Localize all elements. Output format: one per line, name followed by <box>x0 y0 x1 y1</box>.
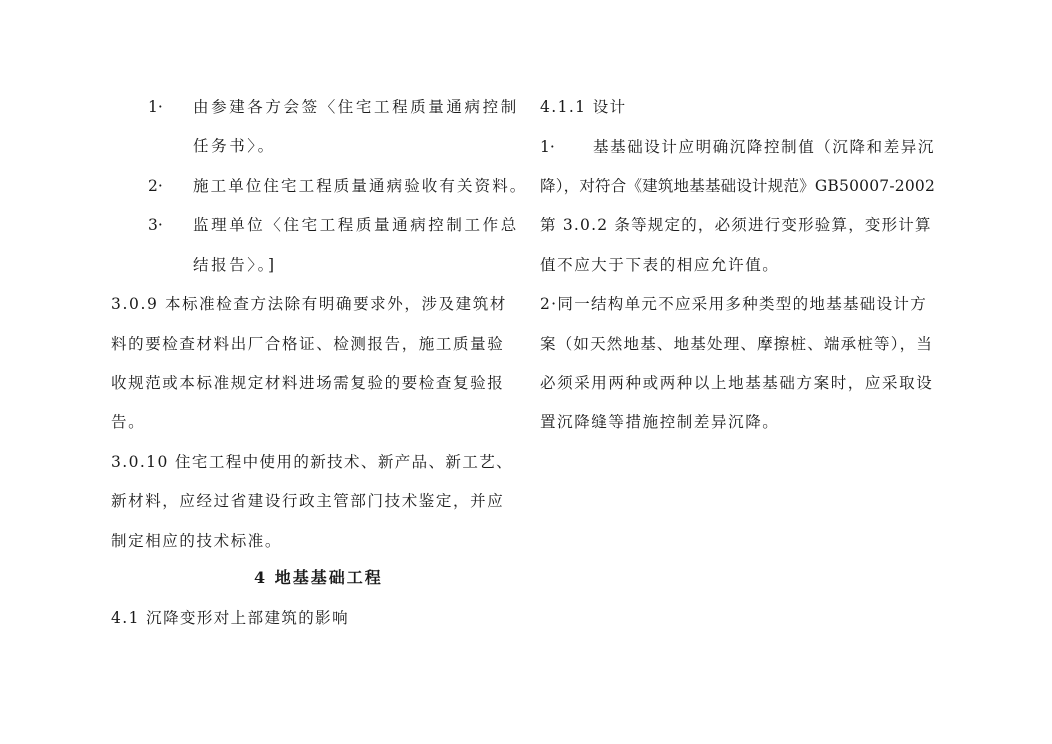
right-item-2-line-1: 2·同一结构单元不应采用多种类型的地基基础设计方 <box>540 295 927 313</box>
clause-3-0-9-line-1: 3.0.9 本标准检查方法除有明确要求外，涉及建筑材 <box>111 295 507 313</box>
section-4-1-heading: 4.1 沉降变形对上部建筑的影响 <box>111 609 349 627</box>
right-item-1-line-1: 基基础设计应明确沉降控制值（沉降和差异沉 <box>593 138 936 156</box>
section-4-1-1-heading: 4.1.1 设计 <box>540 98 627 116</box>
right-item-2-line-2: 案（如天然地基、地基处理、摩擦桩、端承桩等），当 <box>540 335 934 353</box>
item-3-number: 3· <box>148 216 163 234</box>
right-item-2-line-3: 必须采用两种或两种以上地基基础方案时，应采取设 <box>540 374 934 392</box>
right-item-1-line-2: 降），对符合《建筑地基基础设计规范》GB50007-2002 <box>540 177 936 195</box>
right-item-1-line-4: 值不应大于下表的相应允许值。 <box>540 256 780 274</box>
clause-3-0-10-line-1: 3.0.10 住宅工程中使用的新技术、新产品、新工艺、 <box>111 453 514 471</box>
item-1-number: 1· <box>148 98 163 116</box>
right-item-2-line-4: 置沉降缝等措施控制差异沉降。 <box>540 413 780 431</box>
item-2-number: 2· <box>148 177 163 195</box>
clause-3-0-9-line-2: 料的要检查材料出厂合格证、检测报告，施工质量验 <box>111 335 505 353</box>
right-item-1-number: 1· <box>540 138 555 156</box>
right-item-1-line-3: 第 3.0.2 条等规定的，必须进行变形验算，变形计算 <box>540 216 932 234</box>
chapter-heading: 4 地基基础工程 <box>254 568 383 587</box>
clause-3-0-9-line-4: 告。 <box>111 413 146 431</box>
item-1-text-line-1: 由参建各方会签〈住宅工程质量通病控制 <box>193 98 519 116</box>
clause-3-0-10-line-3: 制定相应的技术标准。 <box>111 532 283 550</box>
clause-3-0-9-line-3: 收规范或本标准规定材料进场需复验的要检查复验报 <box>111 374 505 392</box>
item-3-text-line-2: 结报告〉。] <box>193 256 277 274</box>
clause-3-0-10-line-2: 新材料，应经过省建设行政主管部门技术鉴定，并应 <box>111 492 505 510</box>
item-2-text-line-1: 施工单位住宅工程质量通病验收有关资料。 <box>193 177 528 195</box>
item-3-text-line-1: 监理单位〈住宅工程质量通病控制工作总 <box>193 216 519 234</box>
item-1-text-line-2: 任务书〉。 <box>193 137 276 155</box>
